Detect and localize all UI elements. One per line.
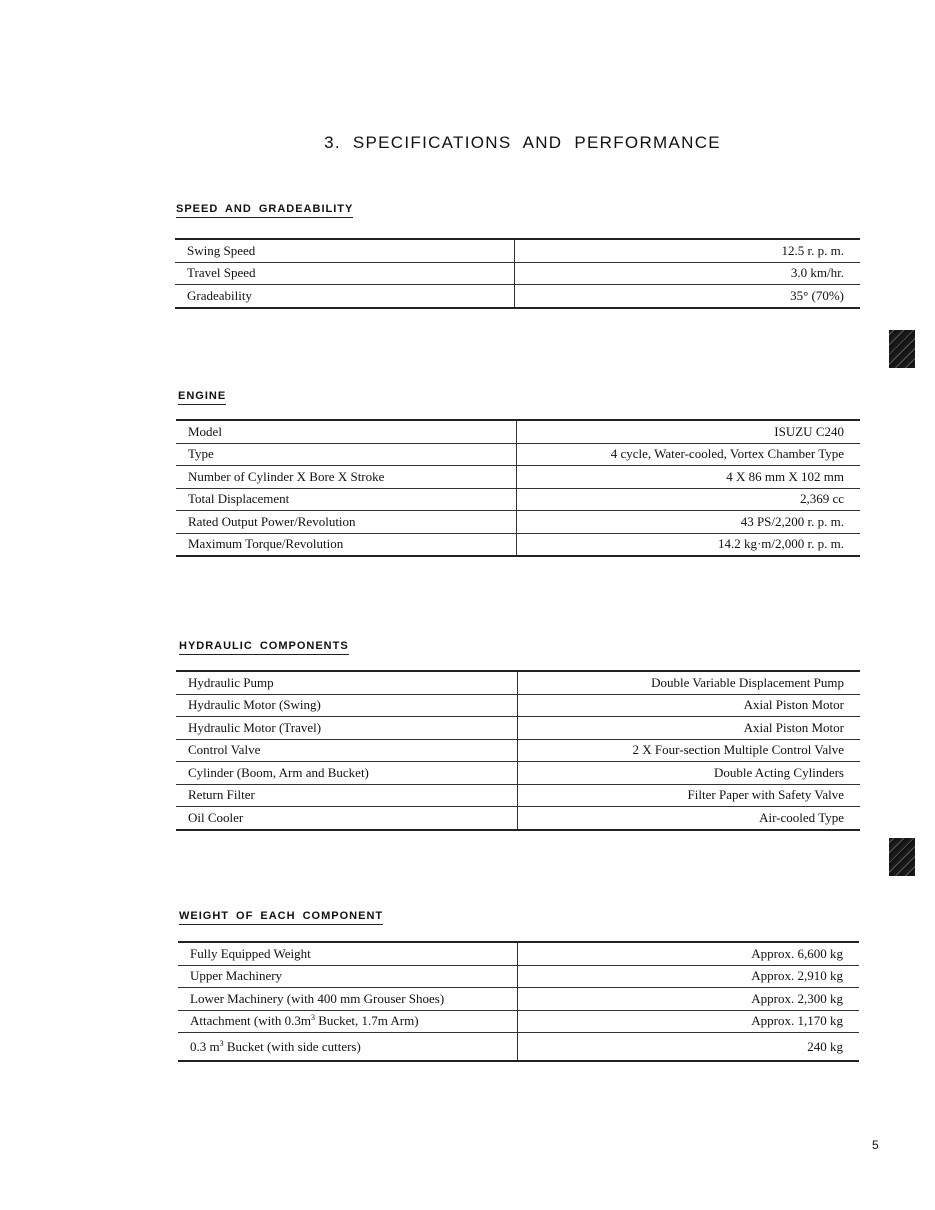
row-value: Approx. 6,600 kg <box>517 942 859 965</box>
row-label: Gradeability <box>175 285 514 308</box>
table-row <box>176 739 860 762</box>
row-value: 35° (70%) <box>790 287 844 303</box>
table-row <box>175 285 860 308</box>
row-value: 4 X 86 mm X 102 mm <box>516 466 860 489</box>
row-label: Hydraulic Pump <box>176 671 517 694</box>
label-text: Bucket (with side cutters) <box>223 1038 361 1054</box>
row-label: Lower Machinery (with 400 mm Grouser Shoes) <box>178 988 517 1011</box>
row-label: Hydraulic Motor (Swing) <box>176 694 517 717</box>
section-heading-hydraulic: HYDRAULIC COMPONENTS <box>179 640 349 655</box>
table-row <box>176 488 860 511</box>
table-row <box>176 466 860 489</box>
row-label: Oil Cooler <box>176 807 517 830</box>
row-label: Swing Speed <box>175 239 514 262</box>
row-label: Cylinder (Boom, Arm and Bucket) <box>176 762 517 785</box>
label-text: 0.3 m <box>190 1038 220 1054</box>
row-value: Air-cooled Type <box>759 809 844 825</box>
speed-table <box>175 238 860 309</box>
table-row <box>178 988 859 1011</box>
table-row <box>175 262 860 285</box>
row-label <box>178 1033 517 1062</box>
table-row <box>176 762 860 785</box>
row-value: Double Variable Displacement Pump <box>517 671 860 694</box>
row-value: Axial Piston Motor <box>517 694 860 717</box>
label-text: Bucket, 1.7m Arm) <box>314 1013 419 1029</box>
section-tab-marker <box>889 330 915 368</box>
table-row <box>176 511 860 534</box>
row-value: 240 kg <box>807 1038 843 1054</box>
row-value: 4 cycle, Water-cooled, Vortex Chamber Type <box>516 443 860 466</box>
section-heading-weight: WEIGHT OF EACH COMPONENT <box>179 910 383 925</box>
section-heading-engine: ENGINE <box>178 390 226 405</box>
row-label: Type <box>176 443 516 466</box>
table-row <box>176 784 860 807</box>
superscript: 3 <box>219 1038 224 1048</box>
row-label: Model <box>176 420 516 443</box>
row-value: 3.0 km/hr. <box>514 262 860 285</box>
label-text: Attachment (with 0.3m <box>190 1013 311 1029</box>
table-row <box>176 443 860 466</box>
table-row <box>176 420 860 443</box>
table-row <box>178 1010 859 1033</box>
row-label: Upper Machinery <box>178 965 517 988</box>
table-row <box>176 694 860 717</box>
row-value: Axial Piston Motor <box>517 717 860 740</box>
row-value: 2,369 cc <box>516 488 860 511</box>
row-label: Control Valve <box>176 739 517 762</box>
row-value: Approx. 1,170 kg <box>517 1010 859 1033</box>
section-heading-speed: SPEED AND GRADEABILITY <box>176 203 353 218</box>
row-value: ISUZU C240 <box>516 420 860 443</box>
row-label: Number of Cylinder X Bore X Stroke <box>176 466 516 489</box>
table-row <box>178 965 859 988</box>
table-row <box>176 671 860 694</box>
row-value: Approx. 2,300 kg <box>517 988 859 1011</box>
row-label: Rated Output Power/Revolution <box>176 511 516 534</box>
row-value: Filter Paper with Safety Valve <box>517 784 860 807</box>
hydraulic-table <box>176 670 860 831</box>
row-label: Travel Speed <box>175 262 514 285</box>
page-title: 3. SPECIFICATIONS AND PERFORMANCE <box>324 133 721 152</box>
superscript: 3 <box>310 1013 315 1023</box>
table-row <box>176 717 860 740</box>
page-number: 5 <box>872 1138 879 1152</box>
row-label: Fully Equipped Weight <box>178 942 517 965</box>
engine-table <box>176 419 860 557</box>
table-row <box>176 807 860 830</box>
weight-table <box>178 941 859 1062</box>
table-row <box>178 942 859 965</box>
row-value: 12.5 r. p. m. <box>514 239 860 262</box>
table-row <box>176 533 860 556</box>
section-tab-marker <box>889 838 915 876</box>
row-value: 43 PS/2,200 r. p. m. <box>516 511 860 534</box>
row-value: 14.2 kg·m/2,000 r. p. m. <box>717 536 844 552</box>
row-label: Return Filter <box>176 784 517 807</box>
row-value: Double Acting Cylinders <box>517 762 860 785</box>
row-value: 2 X Four-section Multiple Control Valve <box>517 739 860 762</box>
table-row <box>175 239 860 262</box>
row-label: Total Displacement <box>176 488 516 511</box>
row-value: Approx. 2,910 kg <box>517 965 859 988</box>
table-row <box>178 1033 859 1062</box>
row-label: Hydraulic Motor (Travel) <box>176 717 517 740</box>
row-label: Maximum Torque/Revolution <box>176 533 516 556</box>
row-label <box>178 1010 517 1033</box>
